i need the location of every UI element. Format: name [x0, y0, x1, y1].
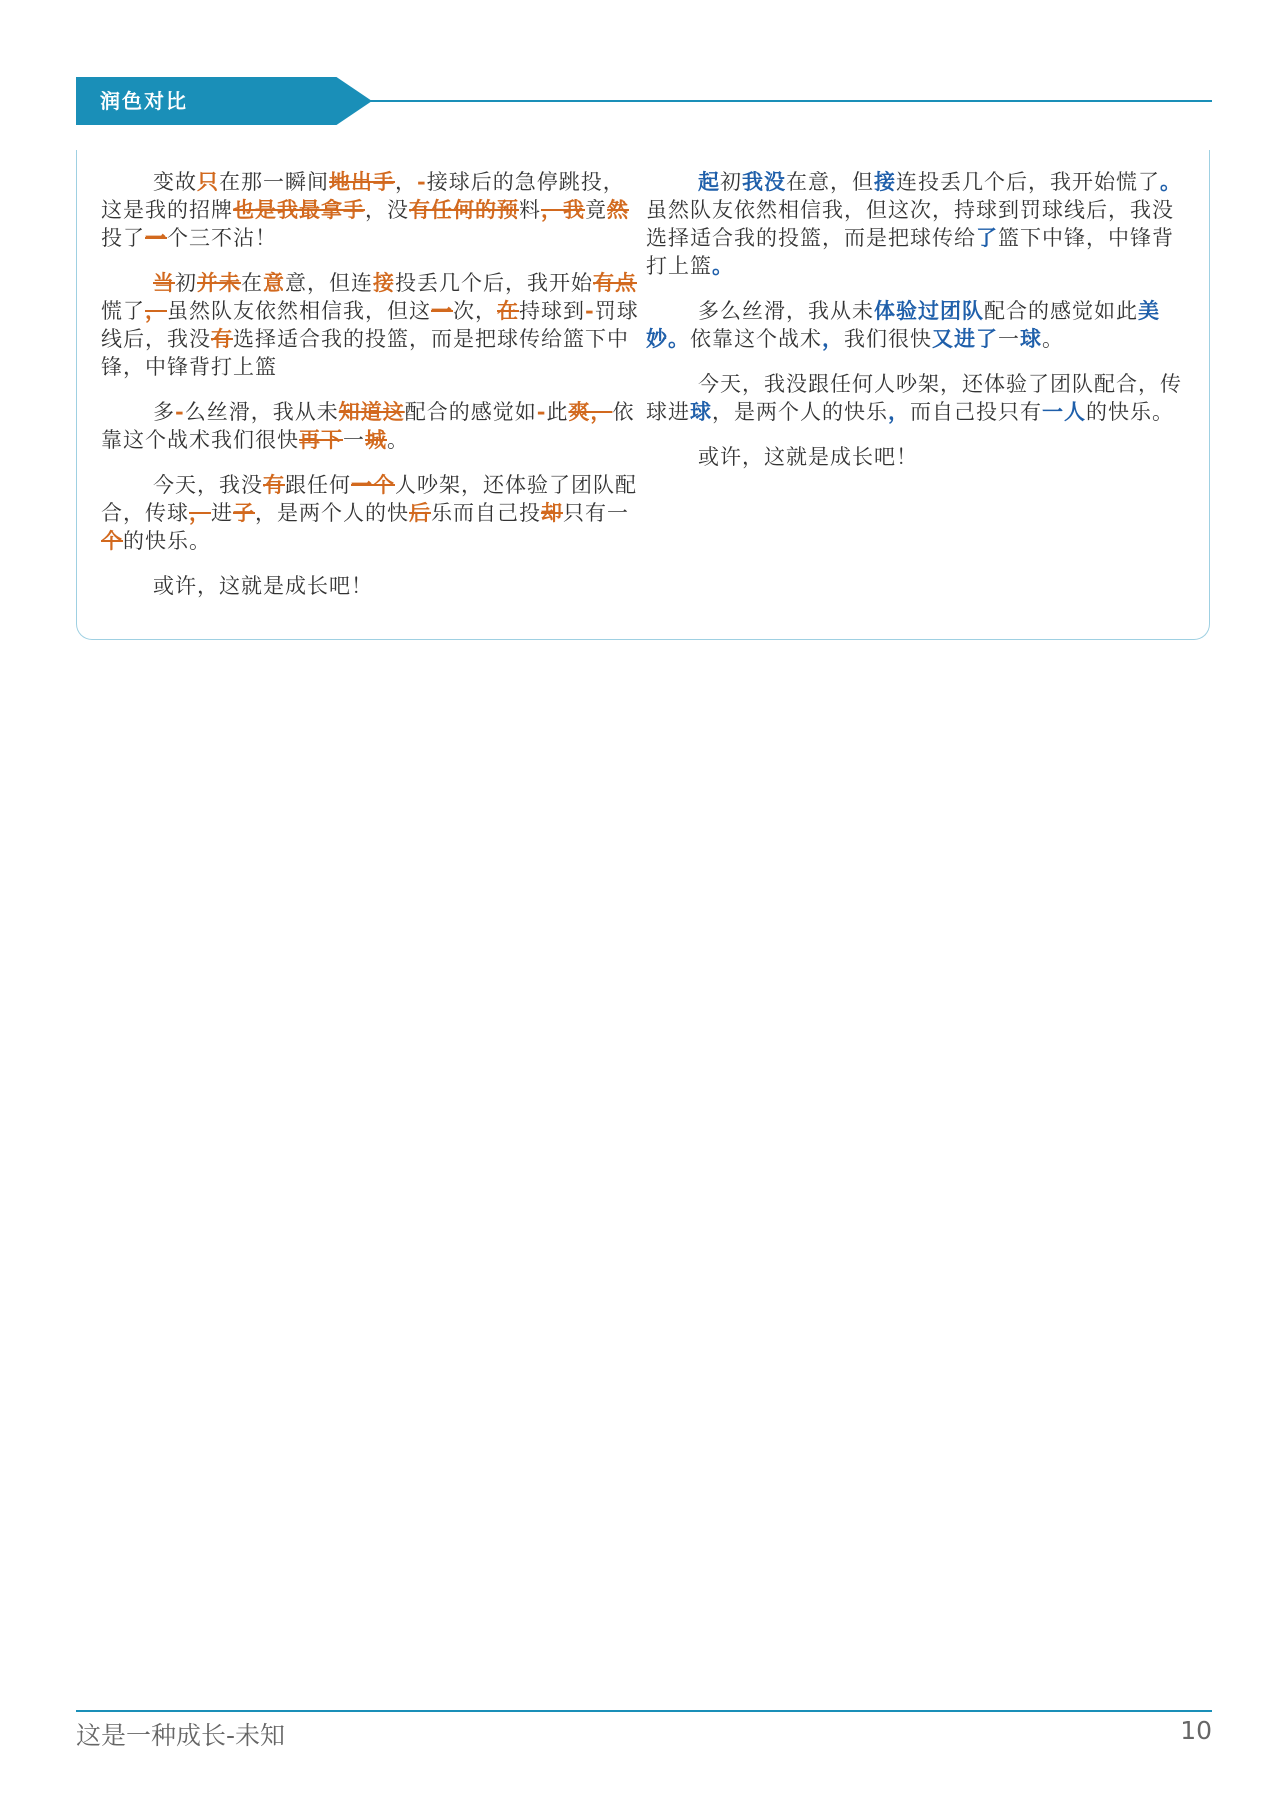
edit-mark: 接 [373, 270, 395, 295]
text-run: 或许，这就是成长吧！ [698, 445, 918, 469]
text-run: 的快乐。 [123, 529, 211, 553]
text-run: 而自己投只有 [910, 400, 1042, 424]
revised-paragraph [646, 297, 1191, 353]
text-run: 人吵架，还体验了团队配合，传球 [101, 473, 637, 525]
text-run: ，是两个人的快 [255, 501, 409, 525]
text-run: 虽然队友依然相信我，但这 [167, 299, 431, 323]
text-run: 投丢几个后，我开始 [395, 271, 593, 295]
edit-mark: - [417, 169, 427, 194]
revised-text: 体验过团队 [874, 298, 984, 323]
text-run: 接球后的急停跳投，这是我的招牌 [101, 170, 625, 222]
revised-text: 又进了 [932, 326, 998, 351]
footer-divider [76, 1710, 1212, 1712]
text-run: 。 [1042, 327, 1064, 351]
deleted-text: 然 [607, 197, 629, 222]
deleted-text: 再下 [299, 427, 343, 452]
revised-text: 球 [690, 399, 712, 424]
revised-text: 了 [976, 225, 998, 250]
text-run: 配合的感觉如 [404, 400, 537, 424]
header-divider [360, 100, 1212, 102]
text-run: 只有一 [563, 501, 629, 525]
deleted-text: 也是我最拿手 [233, 197, 365, 222]
text-run: 个三不沾！ [167, 226, 277, 250]
text-run: 意，但连 [285, 271, 373, 295]
deleted-text: 有 [263, 472, 285, 497]
text-run: ，是两个人的快乐 [712, 400, 888, 424]
deleted-text: 个 [101, 528, 123, 553]
deleted-text: 地出手 [329, 169, 395, 194]
revised-text: 起 [698, 169, 720, 194]
text-run: 篮下中锋，中锋背打上篮 [646, 226, 1174, 278]
text-run: 多 [153, 400, 175, 424]
original-column [101, 168, 646, 617]
text-run: 虽然队友依然相信我，但这次，持球到罚球线后，我没选择适合我的投篮，而是把球传给 [646, 198, 1174, 250]
text-run: 慌了 [101, 299, 145, 323]
deleted-text: 知道这 [338, 399, 405, 424]
edit-mark: - [536, 399, 547, 424]
edit-mark: 只 [197, 169, 219, 194]
deleted-text: 并未 [197, 270, 241, 295]
text-run: 一 [343, 428, 365, 452]
revised-text: ， [822, 326, 844, 351]
deleted-text: 有点 [593, 270, 637, 295]
deleted-text: ， [189, 500, 211, 525]
text-run: 或许，这就是成长吧！ [153, 574, 373, 598]
text-run: 配合的感觉如此 [984, 299, 1138, 323]
revised-paragraph [646, 168, 1191, 280]
text-run: 么丝滑，我从未 [184, 400, 339, 424]
deleted-text: 有任何的 [409, 197, 497, 222]
text-run: 一 [998, 327, 1020, 351]
text-run: 依靠这个战术 [690, 327, 822, 351]
text-run: 投了 [101, 226, 145, 250]
original-paragraph [101, 471, 646, 555]
text-run: 的快乐。 [1086, 400, 1174, 424]
edit-mark: 意 [263, 270, 285, 295]
revised-text: 我没 [742, 169, 786, 194]
revised-column [646, 168, 1191, 488]
text-run: 初 [720, 170, 742, 194]
text-run: 在 [241, 271, 263, 295]
deleted-text: 一个 [351, 472, 395, 497]
text-run: 连投丢几个后，我开始慌了 [896, 170, 1160, 194]
original-paragraph [101, 269, 646, 381]
text-run: ，没 [365, 198, 409, 222]
text-run: 持球到 [519, 299, 585, 323]
deleted-text: 一 [145, 225, 167, 250]
original-paragraph [101, 572, 646, 600]
revised-paragraph [646, 443, 1191, 471]
text-run: 竟 [585, 198, 607, 222]
text-run: 。 [387, 428, 409, 452]
text-run: 次， [453, 299, 497, 323]
text-run: 进 [211, 501, 233, 525]
revised-text: 一人 [1042, 399, 1086, 424]
revised-text: ， [888, 399, 910, 424]
original-paragraph [101, 398, 646, 454]
deleted-text: 子 [233, 500, 255, 525]
original-paragraph [101, 168, 646, 252]
text-run: 变故 [153, 170, 197, 194]
text-run: 罚球线后，我没 [101, 299, 639, 351]
text-run: 乐而自己投 [431, 501, 541, 525]
deleted-text: 却 [541, 500, 563, 525]
deleted-text: 当 [153, 270, 175, 295]
revised-text: 。 [712, 253, 734, 278]
text-run: 跟任何 [285, 473, 351, 497]
text-run: 在那一瞬间 [219, 170, 329, 194]
text-run: 选择适合我的投篮，而是把球传给篮下中锋，中锋背打上篮 [101, 327, 629, 379]
section-title: 润色对比 [100, 89, 188, 113]
text-run: 在意，但 [786, 170, 874, 194]
text-run: 今天，我没 [153, 473, 263, 497]
revised-text: 美妙。 [646, 298, 1160, 351]
deleted-text: ， [145, 298, 167, 323]
text-run: 我们很快 [844, 327, 932, 351]
edit-mark: - [585, 298, 595, 323]
footer-title: 这是一种成长-未知 [76, 1721, 286, 1750]
revised-paragraph [646, 370, 1191, 426]
text-run: ， [395, 170, 417, 194]
text-run: 今天，我没跟任何人吵架，还体验了团队配合，传球进 [646, 372, 1182, 424]
text-run: 此 [546, 400, 569, 424]
deleted-text: 预 [497, 197, 519, 222]
deleted-text: 有 [211, 326, 233, 351]
deleted-text: 爽， [568, 399, 613, 424]
deleted-text: 后 [409, 500, 431, 525]
page-number: 10 [1180, 1716, 1212, 1745]
revised-text: 。 [1160, 169, 1182, 194]
deleted-text: 在 [497, 298, 519, 323]
deleted-text: 一 [431, 298, 453, 323]
edit-mark: - [175, 399, 185, 424]
deleted-text: ，我 [541, 197, 585, 222]
text-run: 料 [519, 198, 541, 222]
revised-text: 球 [1020, 326, 1042, 351]
text-run: 初 [175, 271, 197, 295]
text-run: 依靠这个战术我们很快 [101, 400, 635, 452]
revised-text: 接 [874, 169, 896, 194]
text-run: 多么丝滑，我从未 [698, 299, 874, 323]
deleted-text: 城 [365, 427, 387, 452]
